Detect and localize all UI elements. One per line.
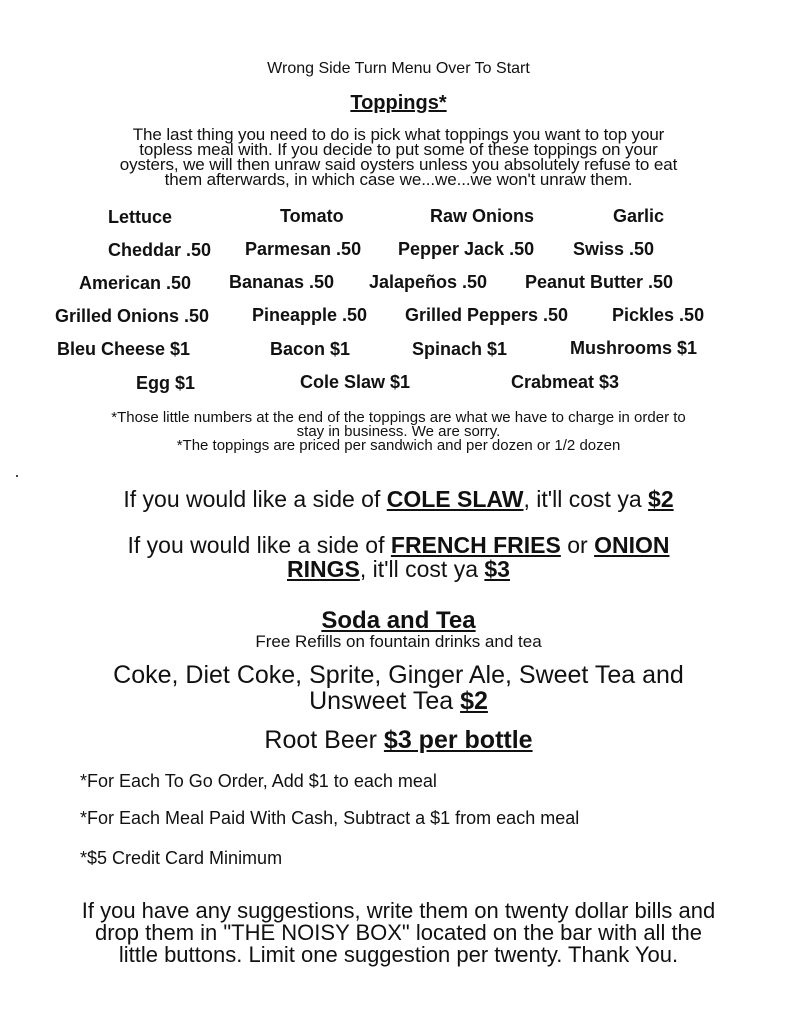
credit-card-note: *$5 Credit Card Minimum [80, 848, 283, 868]
side-item: COLE SLAW [386, 486, 524, 512]
topping-item: Egg $1 [136, 373, 196, 393]
suggestions-note [0, 900, 797, 966]
topping-item: Garlic [613, 206, 665, 226]
fries-onion-rings-side [0, 533, 797, 581]
topping-item: Pineapple .50 [252, 305, 368, 325]
wrong-side-note: Wrong Side Turn Menu Over To Start [267, 60, 530, 77]
free-refills-note: Free Refills on fountain drinks and tea [255, 632, 542, 651]
root-beer-price: $3 per bottle [383, 726, 533, 754]
topping-item: Lettuce [108, 207, 173, 227]
topping-item: Pickles .50 [612, 305, 705, 325]
closing-line: little buttons. Limit one suggestion per twenty. Thank You. [118, 942, 679, 967]
side-price: $2 [648, 486, 674, 512]
closing-line: drop them in "THE NOISY BOX" located on the bar with all the [94, 920, 703, 945]
topping-item: Raw Onions [430, 206, 535, 226]
toppings-title: Toppings* [350, 92, 447, 114]
cash-note: *For Each Meal Paid With Cash, Subtract a $1 from each meal [80, 808, 580, 828]
drinks-line: Unsweet Tea [309, 687, 461, 715]
intro-line: topless meal with. If you decide to put some of these toppings on your [139, 140, 658, 159]
drinks-line: Coke, Diet Coke, Sprite, Ginger Ale, Sweet Tea and [113, 661, 684, 689]
side-item: ONION [594, 532, 670, 558]
intro-line: The last thing you need to do is pick what toppings you want to top your [132, 125, 665, 144]
topping-item: Grilled Onions .50 [55, 306, 210, 326]
topping-item: American .50 [79, 273, 192, 293]
topping-item: Mushrooms $1 [570, 338, 698, 358]
to-go-note: *For Each To Go Order, Add $1 to each meal [80, 771, 437, 791]
root-beer-line [0, 726, 797, 755]
topping-item: Crabmeat $3 [511, 372, 620, 392]
side-item: FRENCH FRIES [390, 532, 561, 558]
topping-item: Bleu Cheese $1 [57, 339, 191, 359]
side-text: or [560, 532, 595, 558]
closing-line: If you have any suggestions, write them on twenty dollar bills and [81, 898, 716, 923]
root-beer-text: Root Beer [264, 726, 384, 754]
soda-tea-title: Soda and Tea [321, 607, 476, 634]
topping-item: Tomato [280, 206, 344, 226]
drinks-price: $2 [460, 687, 488, 715]
cole-slaw-side [0, 487, 797, 511]
topping-item: Bananas .50 [229, 272, 335, 292]
intro-line: oysters, we will then unraw said oysters unless you absolutely refuse to eat [119, 155, 678, 174]
topping-item: Cheddar .50 [108, 240, 212, 260]
footnote-line: stay in business. We are sorry. [296, 423, 501, 440]
side-price: $3 [484, 556, 510, 582]
side-text: If you would like a side of [123, 486, 387, 512]
side-item: RINGS [287, 556, 360, 582]
topping-item: Parmesan .50 [245, 239, 362, 259]
topping-item: Peanut Butter .50 [525, 272, 674, 292]
scan-speck [16, 475, 18, 477]
footnote-line: *Those little numbers at the end of the toppings are what we have to charge in order to [111, 409, 686, 426]
topping-item: Jalapeños .50 [369, 272, 488, 292]
toppings-footnote [0, 411, 797, 453]
side-text: , it'll cost ya [523, 486, 649, 512]
side-text: If you would like a side of [127, 532, 391, 558]
topping-item: Grilled Peppers .50 [405, 305, 569, 325]
side-text: , it'll cost ya [359, 556, 485, 582]
topping-item: Swiss .50 [573, 239, 655, 259]
intro-line: them afterwards, in which case we...we...we won't unraw them. [164, 170, 633, 189]
topping-item: Pepper Jack .50 [398, 239, 535, 259]
topping-item: Spinach $1 [412, 339, 508, 359]
topping-item: Cole Slaw $1 [300, 372, 411, 392]
footnote-line: *The toppings are priced per sandwich and per dozen or 1/2 dozen [176, 437, 621, 454]
topping-item: Bacon $1 [270, 339, 351, 359]
toppings-intro [0, 127, 797, 187]
drinks-list [0, 662, 797, 714]
